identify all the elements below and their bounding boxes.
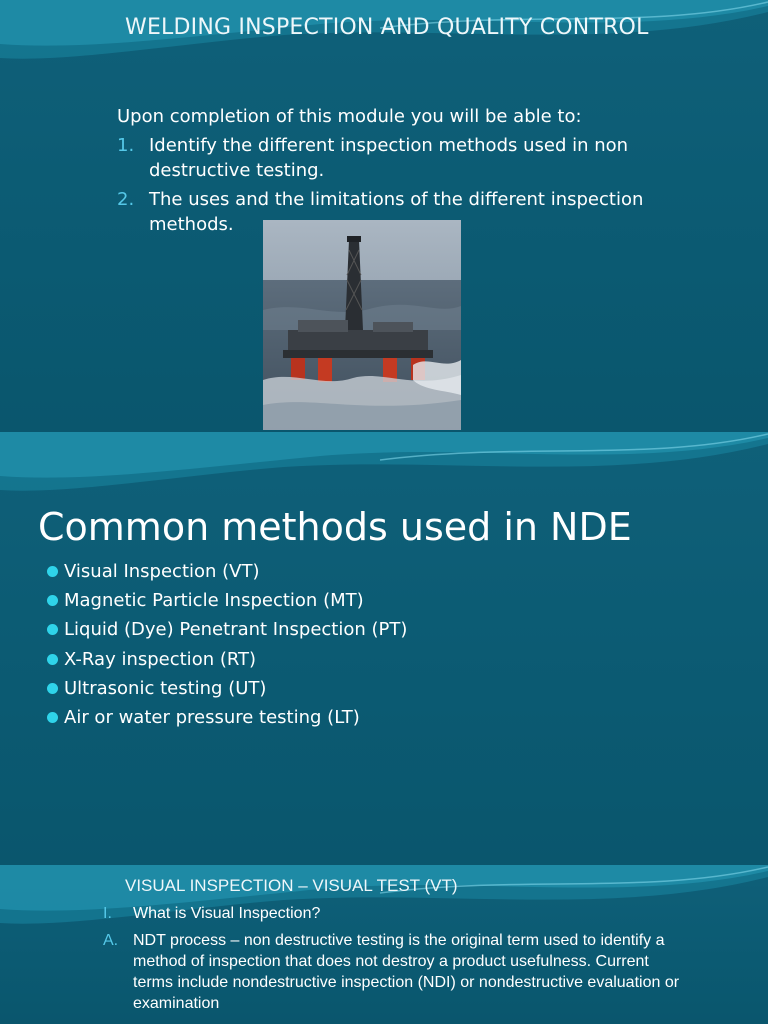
slide-3-title: VISUAL INSPECTION – VISUAL TEST (VT): [125, 876, 458, 895]
bullet-dot: [47, 595, 58, 606]
outline-item: [103, 930, 683, 1014]
slide-1: [0, 0, 768, 432]
method-label: X-Ray inspection (RT): [64, 648, 257, 670]
method-label: Magnetic Particle Inspection (MT): [64, 590, 364, 612]
visual-inspection-list: [103, 903, 683, 1020]
bullet-dot: [47, 683, 58, 694]
method-item: [44, 557, 407, 586]
bullet-dot: [47, 712, 58, 723]
method-label: Liquid (Dye) Penetrant Inspection (PT): [64, 619, 408, 641]
method-item: [44, 586, 407, 615]
outline-text: NDT process – non destructive testing is the original term used to identify a method of inspection that does not destroy a product usefulness. Current terms include nondestructive inspection (NDI) or nondestructive evaluation or examination: [133, 932, 680, 1012]
bullet-dot: [47, 566, 58, 577]
method-label: Visual Inspection (VT): [64, 561, 260, 582]
slide-2-title: Common methods used in NDE: [38, 505, 632, 549]
bullet-dot: [47, 654, 58, 665]
bullet-dot: [47, 624, 58, 635]
objective-number: 1.: [117, 135, 135, 156]
outline-number: A.: [103, 932, 119, 949]
method-item: [44, 645, 407, 674]
oil-rig-photo: [263, 220, 461, 430]
objective-number: 2.: [117, 189, 135, 210]
slide-3: [0, 865, 768, 1024]
wave-decoration: [0, 432, 768, 502]
nde-methods-list: [44, 557, 407, 732]
outline-item: [103, 903, 683, 924]
slide-2: [0, 432, 768, 865]
method-label: Ultrasonic testing (UT): [64, 677, 267, 699]
objective-item: [117, 133, 677, 183]
method-item: [44, 703, 407, 732]
outline-text: What is Visual Inspection?: [133, 905, 321, 922]
objective-text: Identify the different inspection methods used in non destructive testing.: [149, 135, 629, 181]
method-label: Air or water pressure testing (LT): [64, 707, 360, 729]
objectives-intro: Upon completion of this module you will be able to:: [117, 106, 582, 127]
outline-number: I.: [103, 905, 112, 922]
method-item: [44, 615, 407, 644]
objective-text: The uses and the limitations of the different inspection methods.: [149, 189, 644, 235]
slide-1-title: WELDING INSPECTION AND QUALITY CONTROL: [125, 15, 649, 40]
method-item: [44, 674, 407, 703]
